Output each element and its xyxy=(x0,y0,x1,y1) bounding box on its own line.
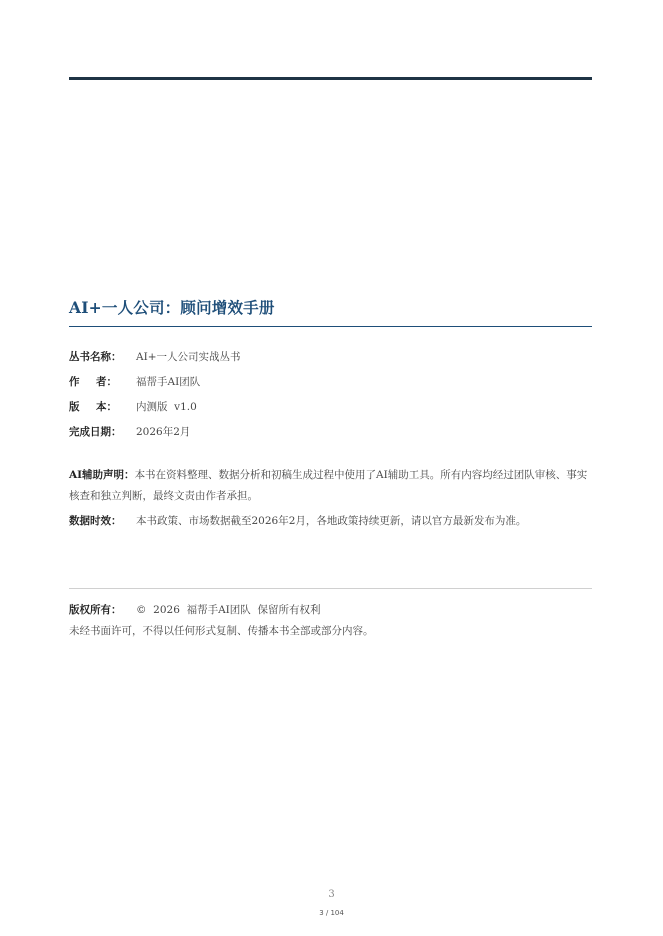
author-label-part2: 者： xyxy=(96,376,117,388)
series-value: AI+一人公司实战丛书 xyxy=(136,351,241,363)
ai-disclaimer-label: AI辅助声明： xyxy=(69,469,135,481)
book-title: AI+一人公司：顾问增效手册 xyxy=(69,298,275,317)
series-row xyxy=(69,344,592,369)
title-rule xyxy=(69,326,592,327)
data-validity xyxy=(69,511,592,532)
date-value: 2026年2月 xyxy=(136,426,191,438)
copyright-label: 版权所有： xyxy=(69,604,122,616)
author-value: 福帮手AI团队 xyxy=(136,376,201,388)
series-label: 丛书名称： xyxy=(69,351,122,363)
author-row xyxy=(69,369,592,394)
date-row xyxy=(69,419,592,444)
data-validity-label: 数据时效： xyxy=(69,515,122,527)
ai-disclaimer-text: 本书在资料整理、数据分析和初稿生成过程中使用了AI辅助工具。所有内容均经过团队审核、事实核查和独立判断，最终文责由作者承担。 xyxy=(69,469,588,502)
page-number: 3 xyxy=(328,889,335,900)
edition-value: 内测版 v1.0 xyxy=(136,401,197,413)
date-label: 完成日期： xyxy=(69,426,122,438)
author-label-part1: 作 xyxy=(69,376,80,388)
copyright-block xyxy=(69,600,592,642)
notices xyxy=(69,465,592,532)
copyright-restriction: 未经书面许可，不得以任何形式复制、传播本书全部或部分内容。 xyxy=(69,625,374,637)
edition-label-part1: 版 xyxy=(69,401,80,413)
copyright-text: © 2026 福帮手AI团队 保留所有权利 xyxy=(136,604,321,616)
edition-label-part2: 本： xyxy=(96,401,117,413)
page-counter: 3 / 104 xyxy=(319,909,344,917)
edition-row xyxy=(69,394,592,419)
edition-label xyxy=(69,399,117,414)
copyright-line xyxy=(69,600,592,621)
section-divider xyxy=(69,588,592,589)
author-label xyxy=(69,374,117,389)
ai-disclaimer xyxy=(69,465,592,507)
header-rule xyxy=(69,77,592,80)
book-metadata xyxy=(69,344,592,444)
data-validity-text: 本书政策、市场数据截至2026年2月，各地政策持续更新，请以官方最新发布为准。 xyxy=(136,515,527,527)
